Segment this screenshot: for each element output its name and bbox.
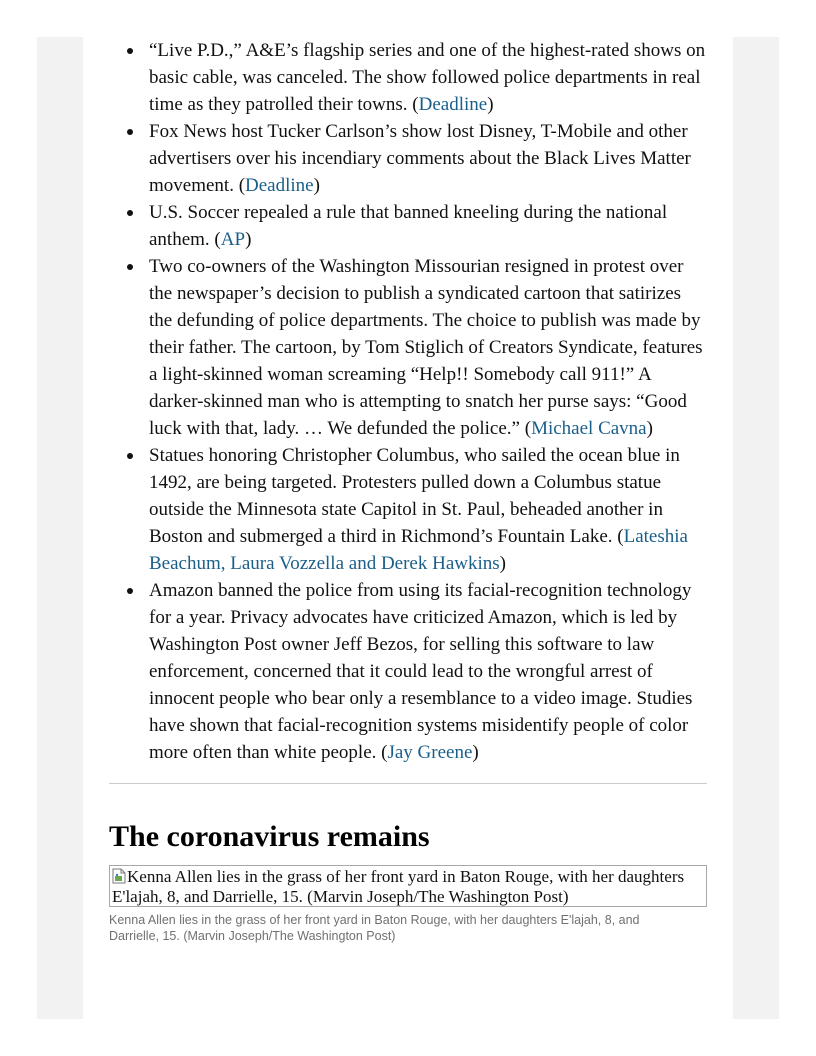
source-link-deadline[interactable]: Deadline [245,175,314,196]
article-body [109,37,707,944]
item-close: ) [313,175,320,196]
image-caption: Kenna Allen lies in the grass of her front yard in Baton Rouge, with her daughters E'lajah, 8, and Darrielle, 15. (Marvin Joseph/The Washington Post) [109,913,640,943]
item-close: ) [499,553,506,574]
section-heading: The coronavirus remains [109,820,430,853]
item-close: ) [245,229,252,250]
list-item [149,442,707,577]
item-close: ) [646,418,653,439]
list-item [149,118,707,199]
item-text: U.S. Soccer repealed a rule that banned kneeling during the national anthem. ( [149,202,668,250]
source-link-michael-cavna[interactable]: Michael Cavna [531,418,647,439]
list-item [149,577,707,766]
broken-image-icon [112,868,126,884]
list-item [149,37,707,118]
item-text: Fox News host Tucker Carlson’s show lost Disney, T-Mobile and other advertisers over his incendiary comments about the Black Lives Matter movement. ( [149,121,691,196]
item-close: ) [487,94,494,115]
image-alt-text: Kenna Allen lies in the grass of her front yard in Baton Rouge, with her daughters E'lajah, 8, and Darrielle, 15. (Marvin Joseph/The Washington Post) [112,867,685,906]
left-page-margin [37,37,83,1019]
item-text: Two co-owners of the Washington Missourian resigned in protest over the newspaper’s decision to publish a syndicated cartoon that satirizes the defunding of police departments. The choice to publish was made by their father. The cartoon, by Tom Stiglich of Creators Syndicate, features a light-skinned woman screaming “Help!! Somebody call 911!” A darker-skinned man who is attempting to snatch her purse says: “Good luck with that, lady. … We defunded the police.” ( [149,256,703,439]
item-text: “Live P.D.,” A&E’s flagship series and one of the highest-rated shows on basic cable, was canceled. The show followed police departments in real time as they patrolled their towns. ( [149,40,706,115]
list-item [149,199,707,253]
source-link-jay-greene[interactable]: Jay Greene [387,742,473,763]
news-bullet-list [109,37,707,766]
article-image-placeholder [109,865,707,907]
source-link-ap[interactable]: AP [220,229,246,250]
item-text: Amazon banned the police from using its facial-recognition technology for a year. Privacy advocates have criticized Amazon, which is led by Washington Post owner Jeff Bezos, for selling this software to law enforcement, concerned that it could lead to the wrongful arrest of innocent people who bear only a resemblance to a video image. Studies have shown that facial-recognition systems misidentify people of color more often than white people. ( [149,580,693,763]
list-item [149,253,707,442]
section-divider [109,783,707,784]
item-text: Statues honoring Christopher Columbus, who sailed the ocean blue in 1492, are being targeted. Protesters pulled down a Columbus statue outside the Minnesota state Capitol in St. Paul, beheaded another in Boston and submerged a third in Richmond’s Fountain Lake. ( [149,445,680,547]
source-link-deadline[interactable]: Deadline [418,94,488,115]
right-page-margin [733,37,779,1019]
source-link-beachum-vozzella-hawkins[interactable]: Lateshia Beachum, Laura Vozzella and Derek Hawkins [149,526,688,574]
item-close: ) [472,742,479,763]
